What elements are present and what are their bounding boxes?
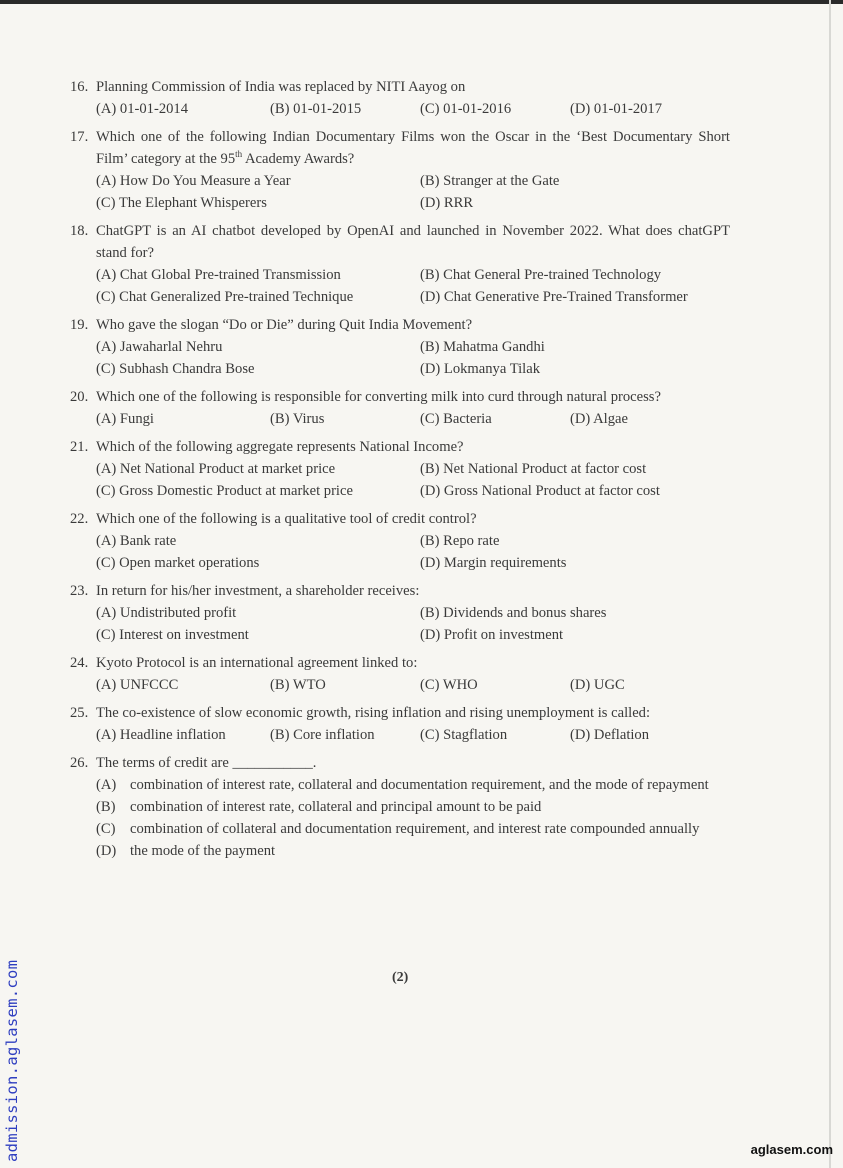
page-number: (2) [392,970,409,985]
question-number: 19. [70,317,89,333]
question-number: 17. [70,129,89,145]
option-b: (B) Repo rate [420,533,500,549]
question-text: Which one of the following Indian Documentary Films won the Oscar in the ‘Best Documentary Short Film’ category at the 95th Academy Awards? [96,129,730,167]
option-label: (D) [96,843,117,859]
top-edge-bar [0,0,843,4]
option-a: (A) 01-01-2014 [96,101,189,117]
option-c: (C) Subhash Chandra Bose [96,361,255,377]
option-c: (C) The Elephant Whisperers [96,195,267,211]
question-number: 16. [70,79,89,95]
option-d: (D) UGC [570,677,625,693]
question-text: ChatGPT is an AI chatbot developed by OpenAI and launched in November 2022. What does chatGPT stand for? [96,223,730,261]
option-d: (D) Gross National Product at factor cost [420,483,660,499]
question-19 [70,314,730,380]
question-number: 23. [70,583,89,599]
option-c: (C) Interest on investment [96,627,249,643]
question-number: 26. [70,755,89,771]
option-a: (A) Chat Global Pre-trained Transmission [96,267,341,283]
question-18 [70,220,730,308]
question-text: In return for his/her investment, a shareholder receives: [96,583,420,599]
option-c [96,818,730,840]
option-d: (D) 01-01-2017 [570,101,663,117]
question-text: Which one of the following is a qualitative tool of credit control? [96,511,477,527]
option-b: (B) Mahatma Gandhi [420,339,545,355]
option-a: (A) Undistributed profit [96,605,237,621]
option-b: (B) Chat General Pre-trained Technology [420,267,662,283]
option-b: (B) Virus [270,411,325,427]
option-d: (D) Algae [570,411,628,427]
option-a: (A) Bank rate [96,533,177,549]
option-b [96,796,730,818]
question-number: 24. [70,655,89,671]
option-c: (C) Stagflation [420,727,508,743]
question-paper [70,76,730,868]
question-22 [70,508,730,574]
option-a: (A) How Do You Measure a Year [96,173,291,189]
scan-edge [829,0,831,1168]
option-b: (B) Core inflation [270,727,375,743]
option-d: (D) Profit on investment [420,627,564,643]
option-d: (D) Chat Generative Pre-Trained Transformer [420,289,688,305]
superscript: th [235,149,243,160]
option-d: (D) Lokmanya Tilak [420,361,540,377]
option-label: (A) [96,777,117,793]
option-text: combination of collateral and documentation requirement, and interest rate compounded annually [130,821,700,837]
option-d: (D) Margin requirements [420,555,567,571]
option-a: (A) Headline inflation [96,727,226,743]
question-text: Who gave the slogan “Do or Die” during Quit India Movement? [96,317,473,333]
question-number: 25. [70,705,89,721]
option-a: (A) UNFCCC [96,677,179,693]
option-c: (C) 01-01-2016 [420,101,512,117]
option-c: (C) Bacteria [420,411,492,427]
option-d [96,840,730,862]
option-label: (B) [96,799,116,815]
option-b: (B) Stranger at the Gate [420,173,560,189]
option-a: (A) Net National Product at market price [96,461,336,477]
question-26 [70,752,730,862]
option-text: combination of interest rate, collateral and documentation requirement, and the mode of repayment [130,777,709,793]
option-c: (C) WHO [420,677,478,693]
option-d: (D) RRR [420,195,474,211]
option-label: (C) [96,821,116,837]
side-watermark: admission.aglasem.com [3,959,21,1162]
question-24 [70,652,730,696]
question-20 [70,386,730,430]
question-text: The terms of credit are ___________. [96,755,317,771]
option-b: (B) WTO [270,677,326,693]
option-c: (C) Chat Generalized Pre-trained Technique [96,289,354,305]
question-16 [70,76,730,120]
option-b: (B) Dividends and bonus shares [420,605,607,621]
question-number: 20. [70,389,89,405]
question-17 [70,126,730,214]
option-text: combination of interest rate, collateral and principal amount to be paid [130,799,542,815]
corner-watermark: aglasem.com [750,1142,833,1157]
question-25 [70,702,730,746]
question-number: 18. [70,223,89,239]
question-text: Kyoto Protocol is an international agreement linked to: [96,655,418,671]
option-b: (B) 01-01-2015 [270,101,362,117]
option-c: (C) Open market operations [96,555,260,571]
question-number: 22. [70,511,89,527]
question-text: Planning Commission of India was replaced by NITI Aayog on [96,79,466,95]
question-number: 21. [70,439,89,455]
option-a [96,774,730,796]
option-a: (A) Fungi [96,411,154,427]
question-text: The co-existence of slow economic growth, rising inflation and rising unemployment is called: [96,705,651,721]
option-c: (C) Gross Domestic Product at market price [96,483,353,499]
question-text: Which of the following aggregate represents National Income? [96,439,464,455]
option-d: (D) Deflation [570,727,650,743]
question-text: Which one of the following is responsible for converting milk into curd through natural process? [96,389,661,405]
option-text: the mode of the payment [130,843,276,859]
option-a: (A) Jawaharlal Nehru [96,339,223,355]
question-21 [70,436,730,502]
option-b: (B) Net National Product at factor cost [420,461,647,477]
question-23 [70,580,730,646]
